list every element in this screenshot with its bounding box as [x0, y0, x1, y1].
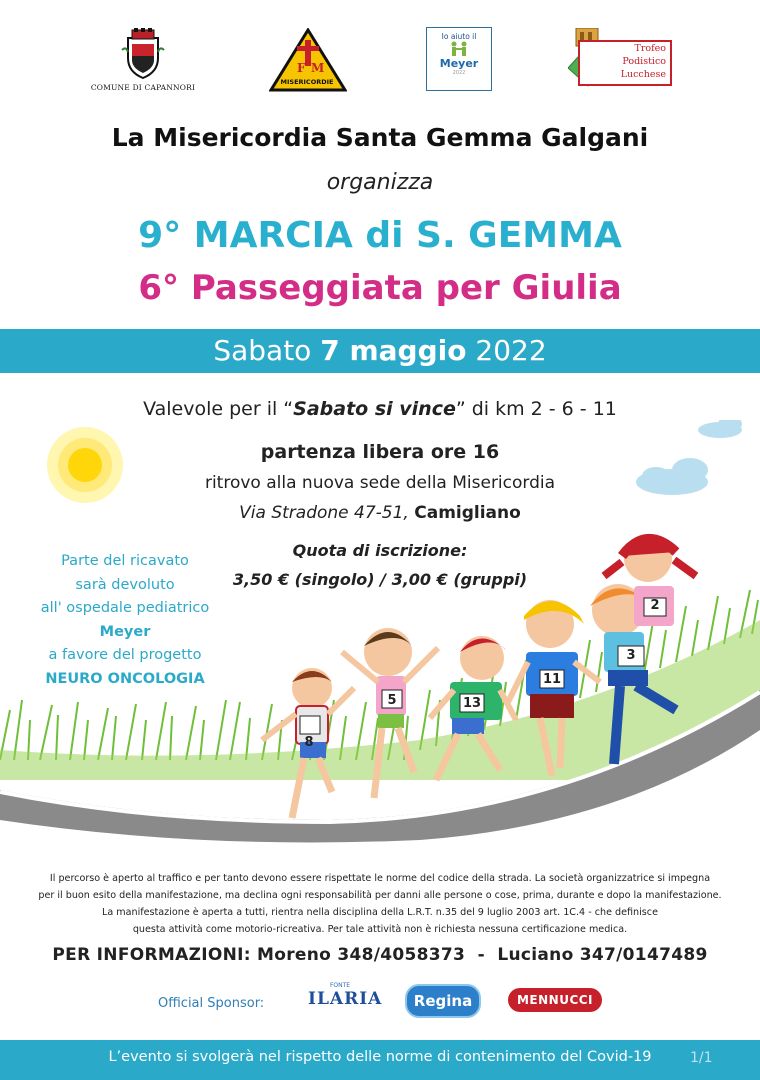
sponsor-ilaria: ILARIA	[308, 989, 383, 1009]
charity-project: NEURO ONCOLOGIA	[45, 670, 205, 687]
quota-label: Quota di iscrizione:	[292, 541, 468, 560]
date-year: 2022	[475, 334, 547, 367]
quota-prices: 3,50 € (singolo) / 3,00 € (gruppi)	[232, 570, 528, 589]
capannori-logo	[88, 28, 198, 92]
charity-block	[20, 550, 230, 691]
sponsor-regina-logo: Regina	[405, 984, 481, 1018]
valevole-post: ” di km 2 - 6 - 11	[455, 398, 617, 420]
runner-bib: 8	[304, 735, 314, 750]
sponsor-ilaria-small: FONTE	[329, 982, 351, 989]
meyer-name: Meyer	[439, 57, 479, 70]
event-title: 9° MARCIA di S. GEMMA	[138, 215, 622, 256]
svg-text:M: M	[311, 61, 325, 75]
misericordie-text: MISERICORDIE	[280, 78, 334, 86]
charity-hospital: Meyer	[99, 623, 151, 640]
disclaimer-line: per il buon esito della manifestazione, ma declina ogni responsabilità per danni alle persone o cose, prima, durante e dopo la manifestazione.	[38, 890, 722, 901]
page-indicator: 1/1	[690, 1050, 713, 1066]
covid-footer: L’evento si svolgerà nel rispetto delle norme di contenimento del Covid-19	[0, 1040, 760, 1080]
organizer-title: La Misericordia Santa Gemma Galgani	[111, 123, 649, 152]
valevole-pre: Valevole per il “	[143, 398, 294, 420]
trofeo-line-1: Trofeo	[634, 43, 666, 54]
contact-info: PER INFORMAZIONI: Moreno 348/4058373 - Luciano 347/0147489	[52, 945, 708, 965]
runner-bib: 11	[542, 672, 562, 687]
valevole-line	[0, 398, 760, 420]
trofeo-line-2: Podistico	[622, 56, 666, 67]
meyer-top-text: Io aiuto il	[441, 32, 477, 41]
sponsor-ilaria-logo	[308, 982, 383, 1016]
date-day: Sabato	[213, 334, 312, 367]
trofeo-line-3: Lucchese	[620, 69, 666, 80]
date-date: 7 maggio	[320, 334, 467, 367]
sponsor-label: Official Sponsor:	[158, 996, 265, 1011]
disclaimer-line: questa attività come motorio-ricreativa. Per tale attività non è richiesta nessuna certificazione medica.	[132, 924, 628, 935]
meyer-logo	[426, 27, 492, 91]
address-line	[0, 503, 760, 523]
partenza-text: partenza libera ore 16	[260, 441, 500, 463]
address-street: Via Stradone 47-51,	[239, 503, 409, 523]
valevole-bold: Sabato si vince	[293, 398, 456, 420]
charity-line: a favore del progetto	[48, 647, 202, 663]
charity-line: Parte del ricavato	[61, 553, 189, 569]
sponsor-mennucci-logo: MENNUCCI	[508, 988, 602, 1012]
runner-bib: 3	[626, 648, 636, 663]
disclaimer-line: La manifestazione è aperta a tutti, rientra nella disciplina della L.R.T. n.35 del 9 luglio 2003 art. 1C.4 - che definisce	[102, 907, 658, 918]
cloud-icon	[698, 420, 742, 438]
address-place: Camigliano	[414, 503, 521, 523]
runner-bib: 2	[650, 598, 660, 613]
event-subtitle: 6° Passeggiata per Giulia	[138, 268, 622, 308]
date-band	[0, 329, 760, 373]
children-figures-icon	[448, 41, 470, 57]
ritrovo-text: ritrovo alla nuova sede della Misericordia	[204, 473, 556, 493]
trofeo-logo	[568, 28, 670, 90]
disclaimer-line: Il percorso è aperto al traffico e per tanto devono essere rispettate le norme del codice della strada. La società organizzatrice si impegna	[49, 873, 711, 884]
capannori-text: COMUNE DI CAPANNORI	[90, 83, 196, 92]
runner-bib: 5	[387, 693, 397, 708]
disclaimer	[0, 870, 760, 938]
meyer-year: 2022	[452, 70, 466, 76]
organizza-text: organizza	[326, 170, 434, 195]
trofeo-box	[578, 40, 672, 86]
capannori-crest-icon	[120, 28, 166, 80]
charity-line: sarà devoluto	[75, 576, 175, 593]
runner-bib: 13	[462, 696, 482, 711]
svg-text:F: F	[297, 61, 306, 75]
misericordie-logo	[268, 28, 348, 92]
charity-line: all' ospedale pediatrico	[40, 600, 210, 616]
